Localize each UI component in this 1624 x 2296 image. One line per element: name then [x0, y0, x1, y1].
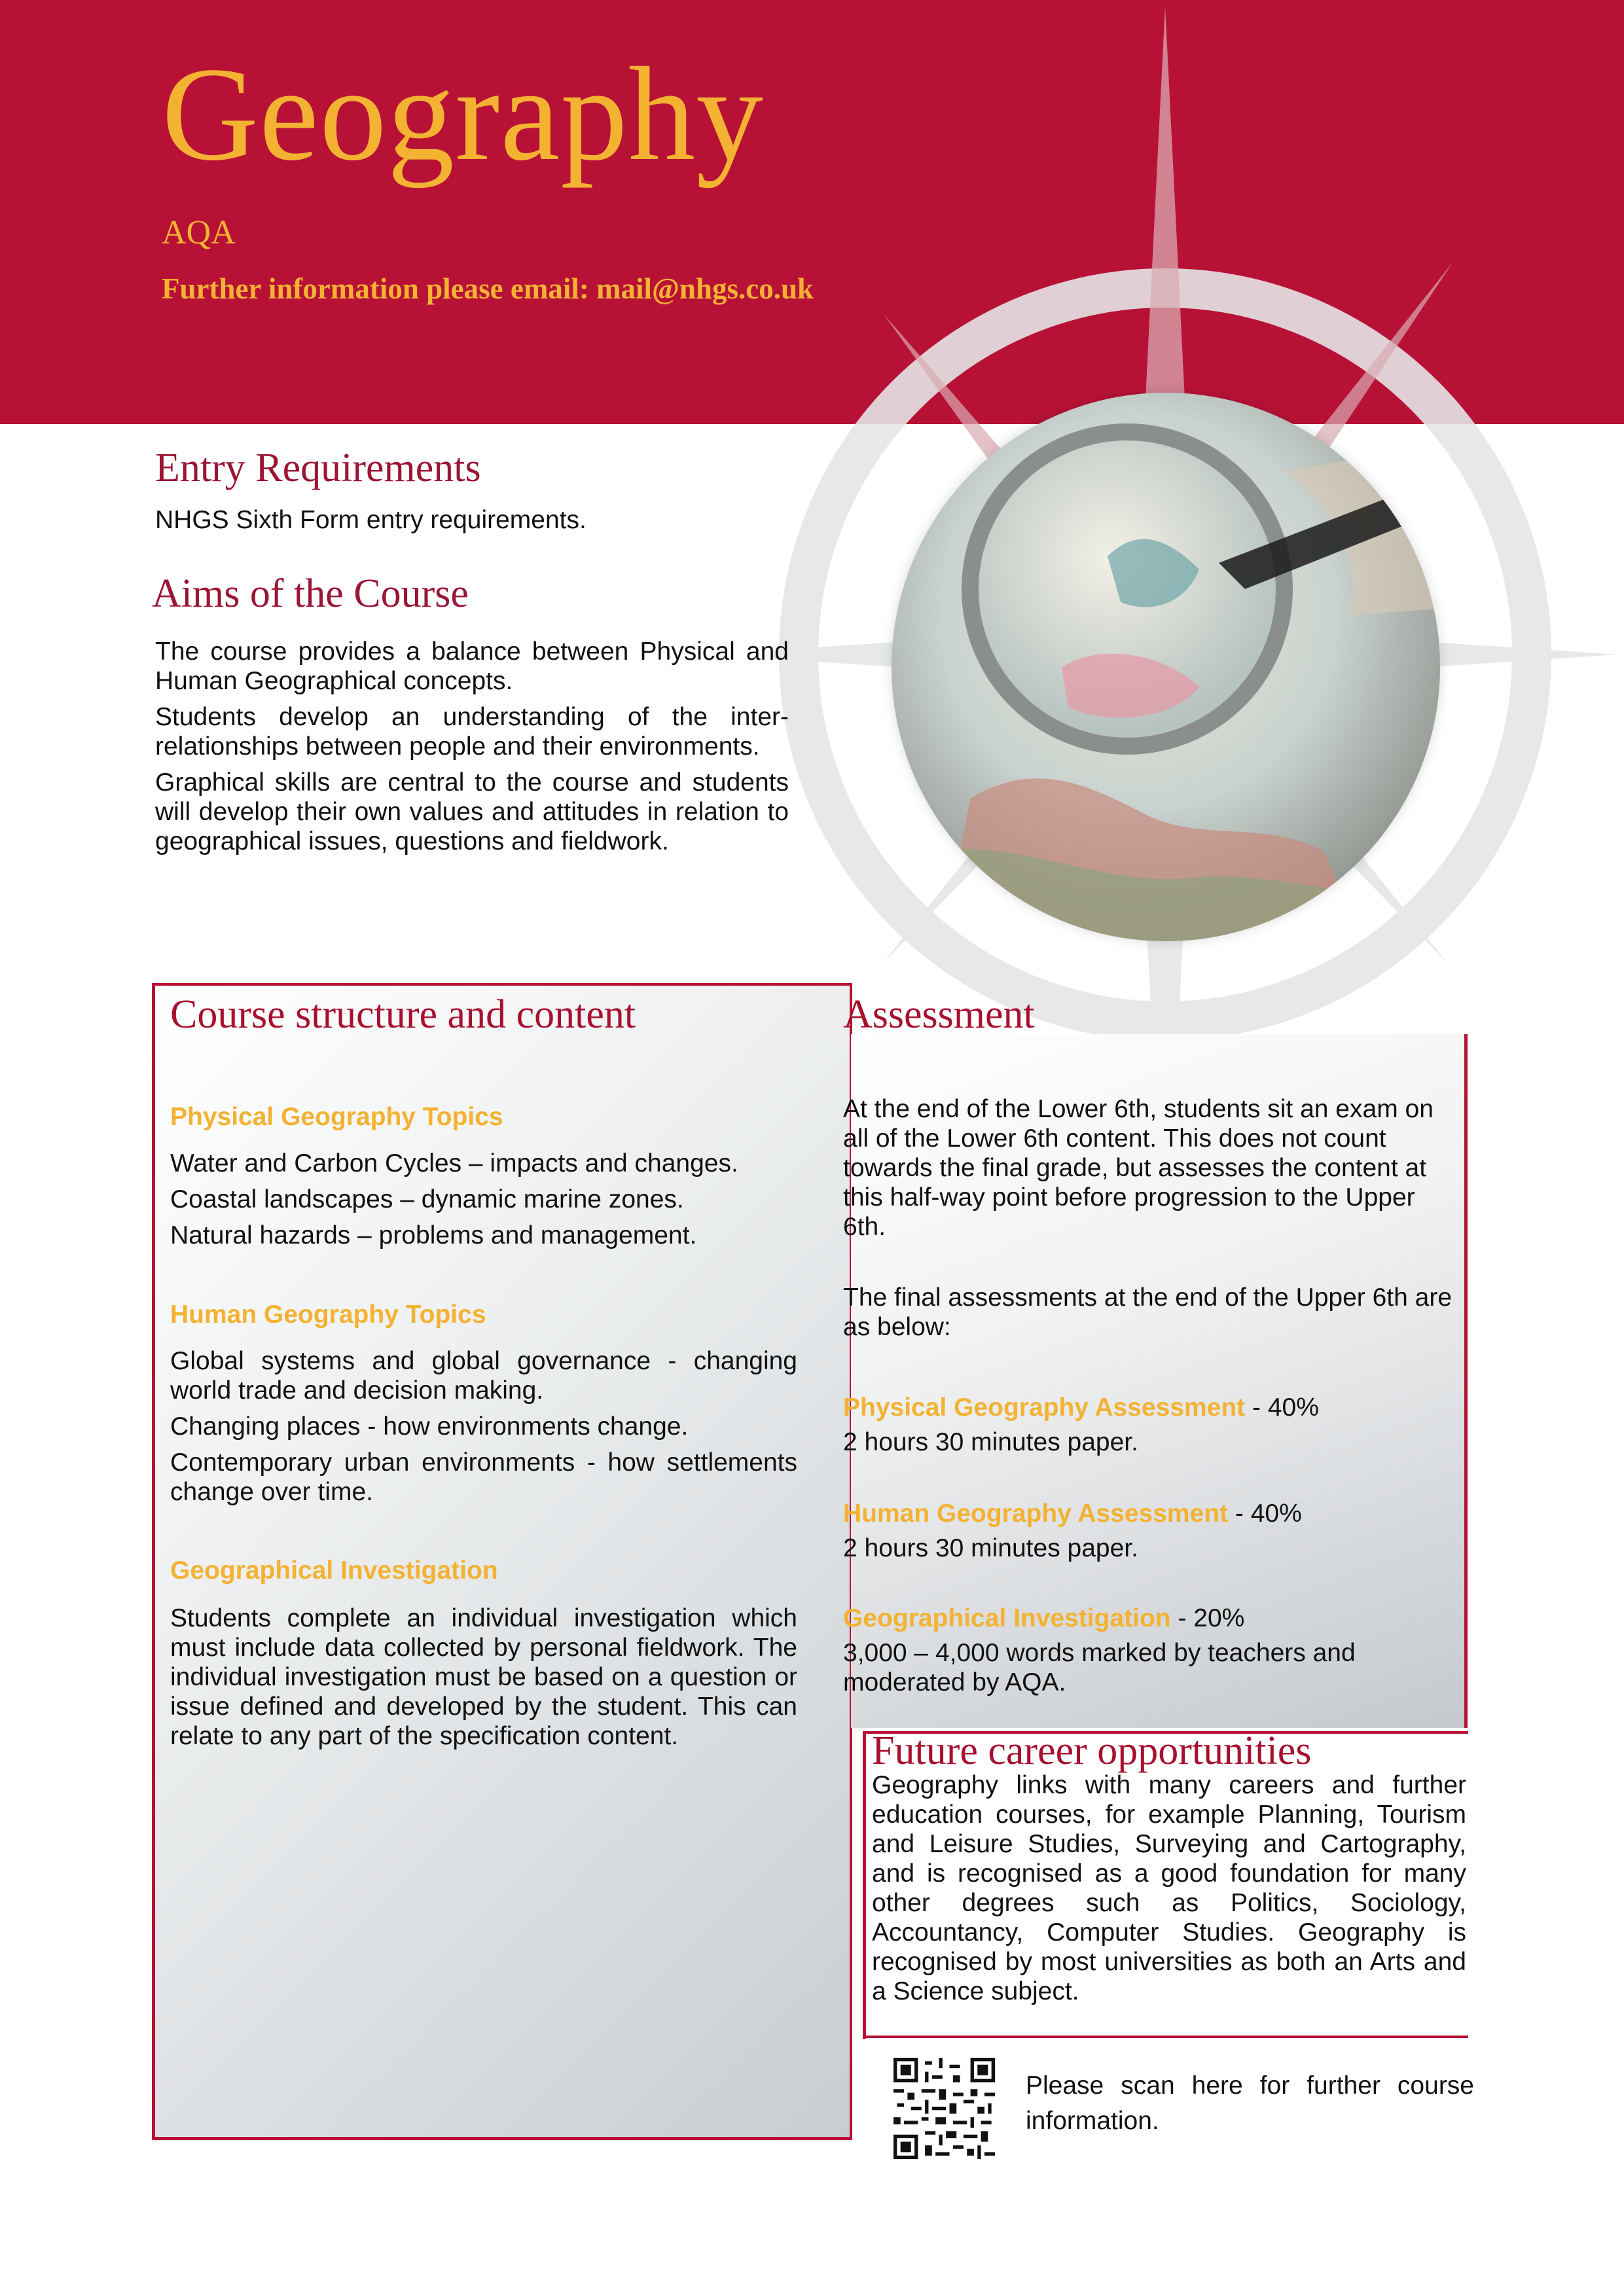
aims-paragraph: The course provides a balance between Physical and Human Geographical concepts.: [155, 637, 789, 695]
assessment-item: [843, 1393, 1462, 1457]
assessment-weight: - 20%: [1170, 1604, 1245, 1632]
list-item: Changing places - how environments change.: [170, 1412, 689, 1441]
list-item: Contemporary urban environments - how settlements change over time.: [170, 1448, 797, 1506]
exam-board: AQA: [162, 214, 236, 251]
assessment-weight: - 40%: [1228, 1499, 1302, 1528]
assessment-detail: 3,000 – 4,000 words marked by teachers and moderated by AQA.: [843, 1639, 1356, 1696]
divider: [863, 2036, 1468, 2038]
assessment-detail: 2 hours 30 minutes paper.: [843, 1534, 1138, 1562]
qr-caption: Please scan here for further course information.: [1026, 2072, 1474, 2135]
list-item: Coastal landscapes – dynamic marine zones.: [170, 1185, 684, 1213]
entry-text: NHGS Sixth Form entry requirements.: [155, 506, 586, 534]
assessment-item: [843, 1604, 1462, 1697]
assessment-label: Geographical Investigation: [843, 1604, 1171, 1632]
list-item: Natural hazards – problems and management.: [170, 1221, 697, 1249]
assessment-final-intro: The final assessments at the end of the Upper 6th are as below:: [843, 1283, 1453, 1341]
physical-topics-list: [170, 1149, 825, 1257]
investigation-heading: Geographical Investigation: [170, 1556, 498, 1585]
aims-heading: Aims of the Course: [152, 571, 469, 616]
physical-topics-heading: Physical Geography Topics: [170, 1103, 503, 1131]
contact-info: Further information please email: mail@nhgs.co.uk: [162, 272, 814, 305]
assessment-item: [843, 1499, 1462, 1563]
assessment-heading: Assessment: [843, 992, 1035, 1037]
assessment-intro: At the end of the Lower 6th, students sit an exam on all of the Lower 6th content. This does not count towards the final grade, but assesses the content at this half-way point before progression to the Upper 6th.: [843, 1095, 1434, 1241]
list-item: Water and Carbon Cycles – impacts and changes.: [170, 1149, 738, 1177]
assessment-weight: - 40%: [1245, 1393, 1319, 1422]
aims-paragraph: Graphical skills are central to the course and students will develop their own values and attitudes in relation to geographical issues, questions and fieldwork.: [155, 768, 789, 855]
assessment-detail: 2 hours 30 minutes paper.: [843, 1428, 1138, 1456]
human-topics-heading: Human Geography Topics: [170, 1300, 486, 1329]
investigation-text: Students complete an individual investigation which must include data collected by personal fieldwork. The individual investigation must be based on a question or issue defined and developed by the student. This can relate to any part of the specification content.: [170, 1604, 797, 1750]
assessment-label: Human Geography Assessment: [843, 1499, 1229, 1528]
course-heading: Course structure and content: [170, 992, 636, 1037]
aims-body: [155, 637, 789, 863]
career-heading: Future career opportunities: [872, 1729, 1312, 1773]
entry-heading: Entry Requirements: [155, 446, 481, 490]
globe-magnifier-image: [892, 393, 1440, 941]
aims-paragraph: Students develop an understanding of the inter-relationships between people and their environments.: [155, 703, 789, 761]
page-title: Geography: [162, 40, 764, 188]
assessment-label: Physical Geography Assessment: [843, 1393, 1246, 1422]
career-text: Geography links with many careers and further education courses, for example Planning, Tourism and Leisure Studies, Surveying and Cartography, and is recognised as a good foundation for many other degrees such as Politics, Sociology, Accountancy, Computer Studies. Geography is recognised by most universities as both an Arts and a Science subject.: [872, 1771, 1466, 2005]
qr-code-icon[interactable]: [893, 2058, 995, 2159]
human-topics-list: [170, 1346, 797, 1513]
list-item: Global systems and global governance - changing world trade and decision making.: [170, 1347, 797, 1405]
